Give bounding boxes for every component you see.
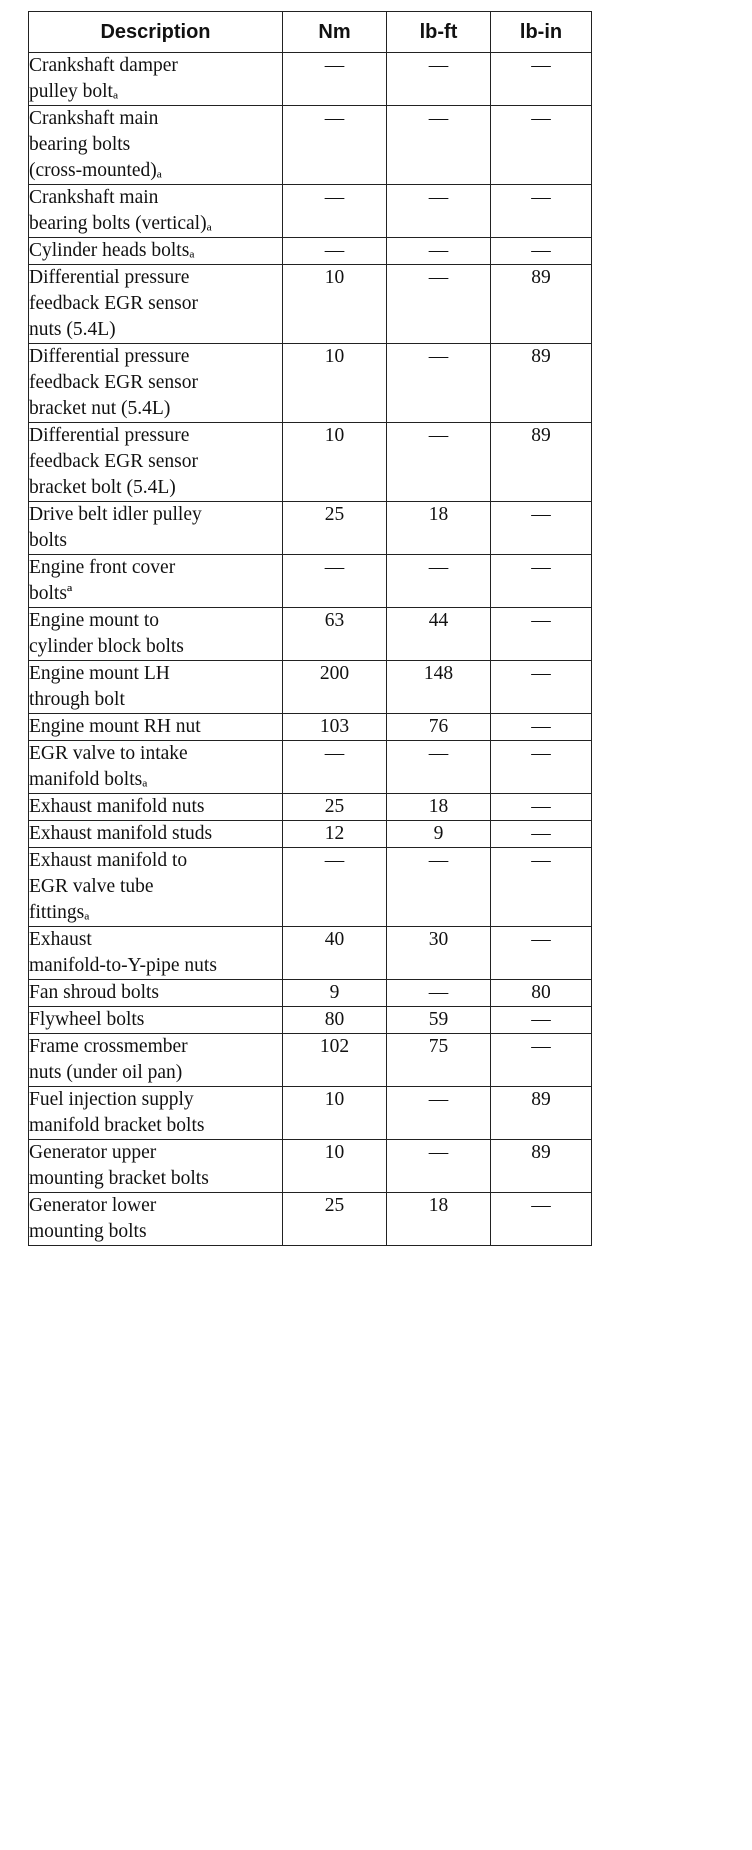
lb-ft-cell: — [387, 53, 491, 106]
description-line: Crankshaft damper [29, 55, 178, 76]
nm-cell: 12 [283, 821, 387, 848]
table-row [29, 344, 592, 423]
description-cell [29, 980, 283, 1007]
description-cell [29, 821, 283, 848]
nm-cell: 200 [283, 661, 387, 714]
description-line: bearing bolts [29, 134, 131, 155]
table-row [29, 1087, 592, 1140]
lb-in-cell: — [491, 714, 592, 741]
table-row [29, 714, 592, 741]
nm-cell: — [283, 106, 387, 185]
lb-ft-cell: 18 [387, 502, 491, 555]
lb-ft-cell: — [387, 980, 491, 1007]
description-line: Engine mount to [29, 610, 159, 631]
description-line: Fan shroud bolts [29, 982, 160, 1003]
lb-in-cell: — [491, 185, 592, 238]
nm-cell: 103 [283, 714, 387, 741]
description-cell [29, 1087, 283, 1140]
description-line: Generator upper [29, 1142, 157, 1163]
lb-in-cell: 89 [491, 423, 592, 502]
description-line: Exhaust manifold to [29, 850, 188, 871]
lb-ft-cell: 76 [387, 714, 491, 741]
description-line: Flywheel bolts [29, 1009, 145, 1030]
description-line: Fuel injection supply [29, 1089, 194, 1110]
lb-ft-cell: — [387, 185, 491, 238]
description-line: EGR valve tube [29, 876, 154, 897]
torque-spec-table [28, 11, 592, 1246]
description-line: pulley boltₐ [29, 81, 119, 102]
table-row [29, 423, 592, 502]
description-cell [29, 927, 283, 980]
table-body [29, 53, 592, 1246]
description-line: through bolt [29, 689, 125, 710]
description-line: nuts (5.4L) [29, 319, 116, 340]
description-cell [29, 1193, 283, 1246]
description-cell [29, 1034, 283, 1087]
lb-ft-cell: 148 [387, 661, 491, 714]
lb-ft-cell: 30 [387, 927, 491, 980]
description-line: feedback EGR sensor [29, 451, 198, 472]
lb-ft-cell: — [387, 423, 491, 502]
lb-ft-cell: — [387, 741, 491, 794]
description-line: Differential pressure [29, 267, 190, 288]
nm-cell: 10 [283, 1140, 387, 1193]
description-cell [29, 106, 283, 185]
description-cell [29, 741, 283, 794]
table-row [29, 741, 592, 794]
lb-in-cell: — [491, 238, 592, 265]
table-row [29, 927, 592, 980]
lb-ft-cell: — [387, 265, 491, 344]
description-line: Exhaust manifold studs [29, 823, 213, 844]
description-line: Generator lower [29, 1195, 157, 1216]
lb-in-cell: 89 [491, 344, 592, 423]
description-line: mounting bolts [29, 1221, 147, 1242]
description-line: Drive belt idler pulley [29, 504, 202, 525]
nm-cell: 25 [283, 1193, 387, 1246]
nm-cell: 10 [283, 344, 387, 423]
lb-ft-cell: 75 [387, 1034, 491, 1087]
description-line: manifold bracket bolts [29, 1115, 205, 1136]
lb-in-cell: — [491, 794, 592, 821]
lb-in-cell: — [491, 927, 592, 980]
lb-ft-cell: 59 [387, 1007, 491, 1034]
header-row [29, 12, 592, 53]
nm-cell: 40 [283, 927, 387, 980]
description-line: Crankshaft main [29, 108, 159, 129]
header-description: Description [29, 12, 283, 53]
description-line: manifold boltsₐ [29, 769, 148, 790]
description-cell [29, 608, 283, 661]
table-row [29, 555, 592, 608]
description-line: bracket nut (5.4L) [29, 398, 171, 419]
lb-in-cell: 80 [491, 980, 592, 1007]
description-line: EGR valve to intake [29, 743, 188, 764]
lb-in-cell: — [491, 1034, 592, 1087]
description-cell [29, 661, 283, 714]
description-cell [29, 1007, 283, 1034]
description-line: manifold-to-Y-pipe nuts [29, 955, 217, 976]
header-nm: Nm [283, 12, 387, 53]
description-cell [29, 555, 283, 608]
description-line: nuts (under oil pan) [29, 1062, 183, 1083]
description-line: fittingsₐ [29, 902, 90, 923]
lb-in-cell: — [491, 661, 592, 714]
lb-in-cell: — [491, 53, 592, 106]
table-row [29, 106, 592, 185]
lb-ft-cell: — [387, 555, 491, 608]
nm-cell: 102 [283, 1034, 387, 1087]
nm-cell: — [283, 53, 387, 106]
lb-in-cell: — [491, 502, 592, 555]
description-line: Cylinder heads boltsₐ [29, 240, 195, 261]
table-row [29, 265, 592, 344]
lb-in-cell: 89 [491, 265, 592, 344]
description-cell [29, 238, 283, 265]
nm-cell: 63 [283, 608, 387, 661]
lb-in-cell: 89 [491, 1140, 592, 1193]
description-cell [29, 848, 283, 927]
table-row [29, 1034, 592, 1087]
description-line: Crankshaft main [29, 187, 159, 208]
description-line: feedback EGR sensor [29, 372, 198, 393]
description-line: bearing bolts (vertical)ₐ [29, 213, 212, 234]
table-row [29, 1193, 592, 1246]
lb-in-cell: — [491, 821, 592, 848]
nm-cell: — [283, 848, 387, 927]
description-cell [29, 185, 283, 238]
table-row [29, 185, 592, 238]
lb-ft-cell: — [387, 344, 491, 423]
description-cell [29, 502, 283, 555]
description-line: bolts [29, 530, 67, 551]
description-line: Differential pressure [29, 425, 190, 446]
table-row [29, 502, 592, 555]
description-line: Frame crossmember [29, 1036, 188, 1057]
lb-ft-cell: — [387, 1087, 491, 1140]
table-row [29, 821, 592, 848]
description-cell [29, 714, 283, 741]
table-row [29, 53, 592, 106]
lb-ft-cell: — [387, 238, 491, 265]
nm-cell: 25 [283, 794, 387, 821]
nm-cell: 10 [283, 423, 387, 502]
lb-in-cell: — [491, 1193, 592, 1246]
table-row [29, 794, 592, 821]
description-cell [29, 423, 283, 502]
description-line: bracket bolt (5.4L) [29, 477, 176, 498]
table-row [29, 1007, 592, 1034]
table-row [29, 661, 592, 714]
description-cell [29, 53, 283, 106]
description-line: mounting bracket bolts [29, 1168, 209, 1189]
header-lb-ft: lb-ft [387, 12, 491, 53]
description-line: Engine mount LH [29, 663, 170, 684]
description-line: (cross-mounted)ₐ [29, 160, 163, 181]
nm-cell: 9 [283, 980, 387, 1007]
nm-cell: 25 [283, 502, 387, 555]
nm-cell: — [283, 185, 387, 238]
lb-in-cell: — [491, 1007, 592, 1034]
description-cell [29, 1140, 283, 1193]
lb-in-cell: — [491, 608, 592, 661]
lb-ft-cell: 18 [387, 794, 491, 821]
description-cell [29, 794, 283, 821]
description-cell [29, 265, 283, 344]
description-line: Differential pressure [29, 346, 190, 367]
lb-in-cell: — [491, 555, 592, 608]
nm-cell: — [283, 741, 387, 794]
lb-ft-cell: — [387, 106, 491, 185]
nm-cell: 80 [283, 1007, 387, 1034]
lb-ft-cell: 44 [387, 608, 491, 661]
header-lb-in: lb-in [491, 12, 592, 53]
lb-ft-cell: 9 [387, 821, 491, 848]
description-line: cylinder block bolts [29, 636, 184, 657]
lb-ft-cell: 18 [387, 1193, 491, 1246]
table-row [29, 848, 592, 927]
nm-cell: 10 [283, 265, 387, 344]
description-cell [29, 344, 283, 423]
description-line: Exhaust [29, 929, 92, 950]
nm-cell: 10 [283, 1087, 387, 1140]
lb-ft-cell: — [387, 1140, 491, 1193]
description-line: feedback EGR sensor [29, 293, 198, 314]
lb-ft-cell: — [387, 848, 491, 927]
nm-cell: — [283, 555, 387, 608]
description-line: Exhaust manifold nuts [29, 796, 205, 817]
lb-in-cell: — [491, 106, 592, 185]
nm-cell: — [283, 238, 387, 265]
table-row [29, 1140, 592, 1193]
table-row [29, 238, 592, 265]
description-line: Engine mount RH nut [29, 716, 201, 737]
description-line: Engine front cover [29, 557, 176, 578]
description-line: boltsª [29, 583, 73, 604]
lb-in-cell: 89 [491, 1087, 592, 1140]
table-row [29, 980, 592, 1007]
lb-in-cell: — [491, 848, 592, 927]
table-row [29, 608, 592, 661]
lb-in-cell: — [491, 741, 592, 794]
